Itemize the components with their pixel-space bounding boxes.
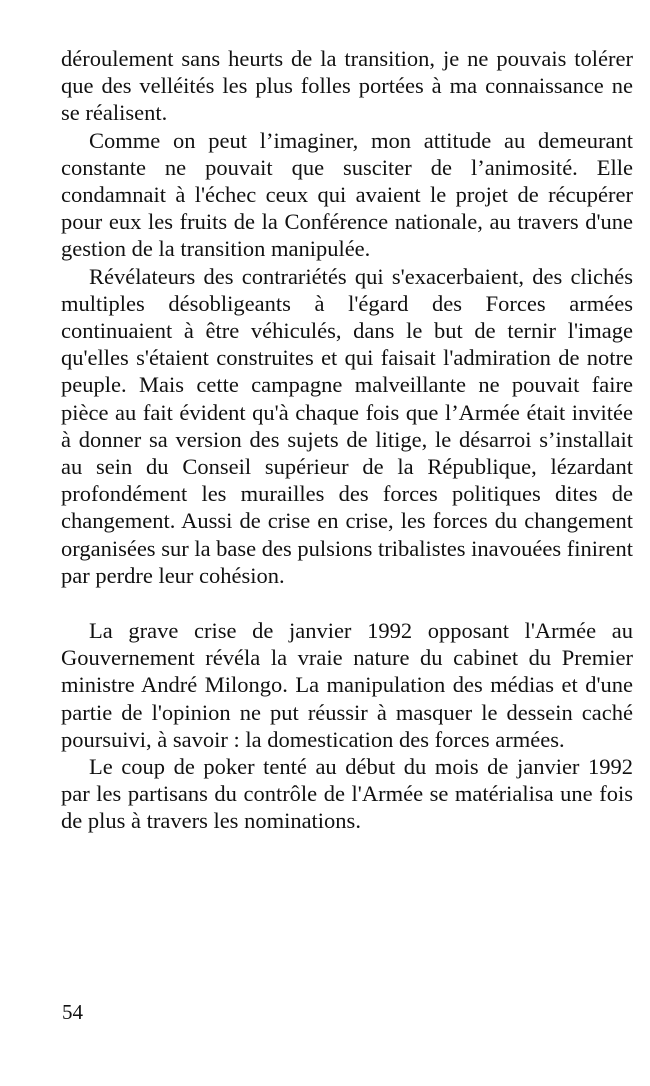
page-number: 54 [62,1000,83,1024]
paragraph-poker: Le coup de poker tenté au début du mois de janvier 1992 par les partisans du contrôle de l'Armée se matérialisa une fois de plus à travers les nominations. [61,754,633,834]
paragraph-january-crisis: La grave crise de janvier 1992 opposant l'Armée au Gouvernement révéla la vraie nature du cabinet du Premier ministre André Milongo. La manipulation des médias et d'une partie de l'opinion ne put réussir à masquer le dessein caché poursuivi, à savoir : la domestication des forces armées. [61,618,633,752]
paragraph-armed-forces: Révélateurs des contrariétés qui s'exacerbaient, des clichés multiples désobligeants à l'égard des Forces armées continuaient à être véhiculés, dans le but de ternir l'image qu'elles s'étaient construites et qui faisait l'admiration de notre peuple. Mais cette campagne malveillante ne pouvait faire pièce au fait évident qu'à chaque fois que l’Armée était invitée à donner sa version des sujets de litige, le désarroi s’installait au sein du Conseil supérieur de la République, lézardant profondément les murailles des forces politiques dites de changement. Aussi de crise en crise, les forces du changement organisées sur la base des pulsions tribalistes inavouées finirent par perdre leur cohésion. [61,263,633,588]
paragraph-continuation: déroulement sans heurts de la transition, je ne pouvais tolérer que des velléités les plus folles portées à ma connaissance ne se réalisent. [61,46,633,126]
section-break [61,589,633,617]
paragraph-animosity: Comme on peut l’imaginer, mon attitude au demeurant constante ne pouvait que susciter de l’animosité. Elle condamnait à l'échec ceux qui avaient le projet de récupérer pour eux les fruits de la Conférence nationale, au travers d'une gestion de la transition manipulée. [61,127,633,262]
page-body [61,45,633,835]
